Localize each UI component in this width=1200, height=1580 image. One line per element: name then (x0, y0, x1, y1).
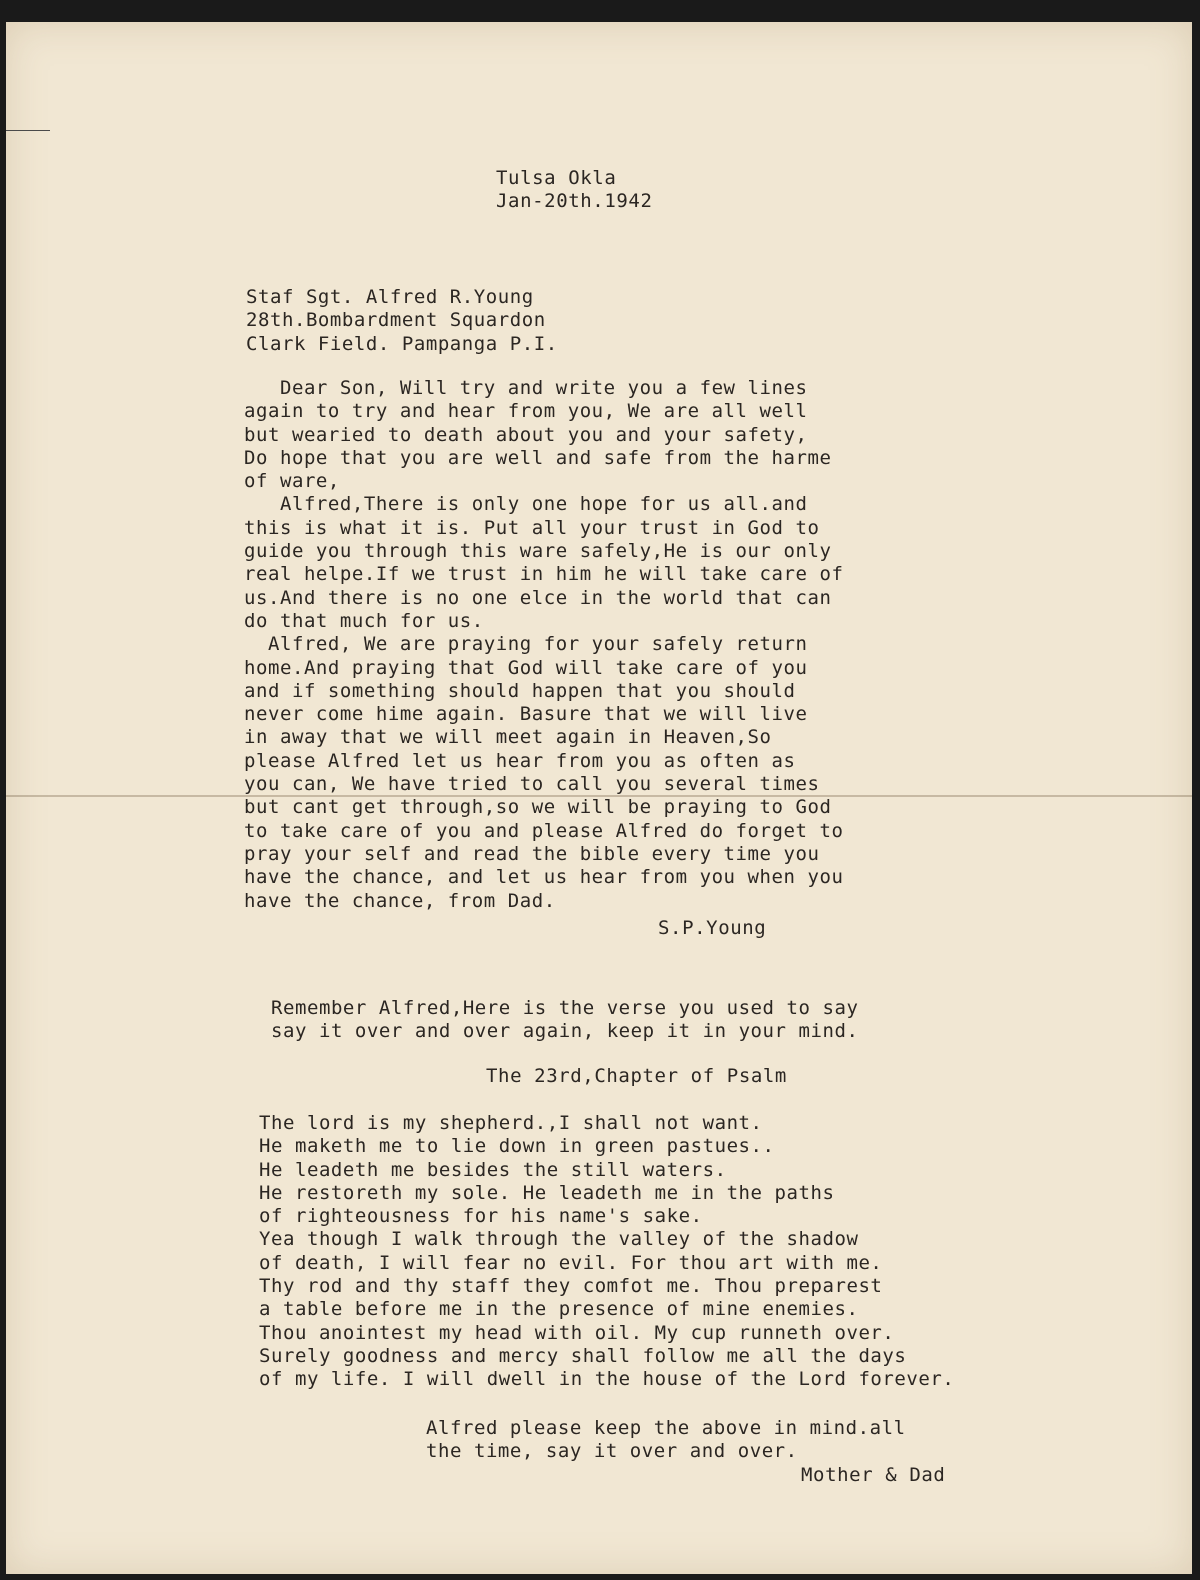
psalm-line: Surely goodness and mercy shall follow me all the days (259, 1344, 907, 1367)
body-line: Alfred,There is only one hope for us all.and (244, 493, 808, 516)
body-line: never come hime again. Basure that we will live (244, 703, 808, 726)
psalm-line: Yea though I walk through the valley of the shadow (259, 1228, 859, 1251)
body-line: you can, We have tried to call you several times (244, 773, 820, 796)
address-line: 28th.Bombardment Squardon (246, 309, 546, 332)
body-line: home.And praying that God will take care of you (244, 656, 808, 679)
recipient-address (246, 286, 558, 356)
psalm-line: of righteousness for his name's sake. (259, 1205, 703, 1228)
psalm-line: Thy rod and thy staff they comfot me. Thou preparest (259, 1275, 883, 1298)
remember-line: Remember Alfred,Here is the verse you used to say (271, 997, 859, 1019)
body-line: and if something should happen that you should (244, 679, 796, 702)
address-line: Staf Sgt. Alfred R.Young (246, 286, 534, 308)
letter-page (6, 22, 1192, 1574)
body-line: real helpe.If we trust in him he will take care of (244, 563, 844, 586)
signature-sp-young: S.P.Young (658, 917, 767, 939)
body-line: to take care of you and please Alfred do forget to (244, 819, 844, 842)
body-line: pray your self and read the bible every time you (244, 842, 820, 865)
closing-line: the time, say it over and over. (426, 1440, 798, 1463)
psalm-line: of death, I will fear no evil. For thou art with me. (259, 1251, 883, 1274)
psalm-line: He maketh me to lie down in green pastues.. (259, 1135, 775, 1158)
body-line: Dear Son, Will try and write you a few lines (244, 377, 808, 399)
letter-date: Jan-20th.1942 (496, 190, 653, 212)
body-line: this is what it is. Put all your trust in God to (244, 516, 820, 539)
psalm-line: He leadeth me besides the still waters. (259, 1158, 727, 1181)
body-line: Alfred, We are praying for your safely return (244, 633, 808, 656)
psalm-line: of my life. I will dwell in the house of the Lord forever. (259, 1368, 955, 1391)
body-line: of ware, (244, 470, 340, 493)
psalm-line: The lord is my shepherd.,I shall not want. (259, 1112, 763, 1134)
address-line: Clark Field. Pampanga P.I. (246, 332, 558, 355)
closing-line: Alfred please keep the above in mind.all (426, 1417, 906, 1439)
body-line: have the chance, from Dad. (244, 889, 556, 912)
body-line: us.And there is no one elce in the world that can (244, 586, 832, 609)
remember-note (271, 997, 858, 1044)
body-line: do that much for us. (244, 609, 484, 632)
body-line: but wearied to death about you and your safety, (244, 423, 808, 446)
body-line: but cant get through,so we will be praying to God (244, 796, 832, 819)
body-line: again to try and hear from you, We are all well (244, 400, 808, 423)
closing-note (426, 1417, 906, 1464)
letter-body (244, 377, 843, 913)
psalm-line: a table before me in the presence of mine enemies. (259, 1298, 859, 1321)
psalm-text (259, 1112, 954, 1392)
body-line: please Alfred let us hear from you as often as (244, 749, 796, 772)
signature-mother-dad: Mother & Dad (801, 1464, 946, 1486)
letter-place: Tulsa Okla (496, 167, 617, 189)
margin-mark (6, 130, 50, 131)
remember-line: say it over and over again, keep it in your mind. (271, 1020, 859, 1043)
psalm-line: He restoreth my sole. He leadeth me in the paths (259, 1181, 835, 1204)
body-line: in away that we will meet again in Heaven,So (244, 726, 772, 749)
body-line: have the chance, and let us hear from you when you (244, 866, 844, 889)
body-line: Do hope that you are well and safe from the harme (244, 446, 832, 469)
psalm-heading: The 23rd,Chapter of Psalm (486, 1065, 787, 1087)
psalm-line: Thou anointest my head with oil. My cup runneth over. (259, 1321, 895, 1344)
body-line: guide you through this ware safely,He is our only (244, 540, 832, 563)
